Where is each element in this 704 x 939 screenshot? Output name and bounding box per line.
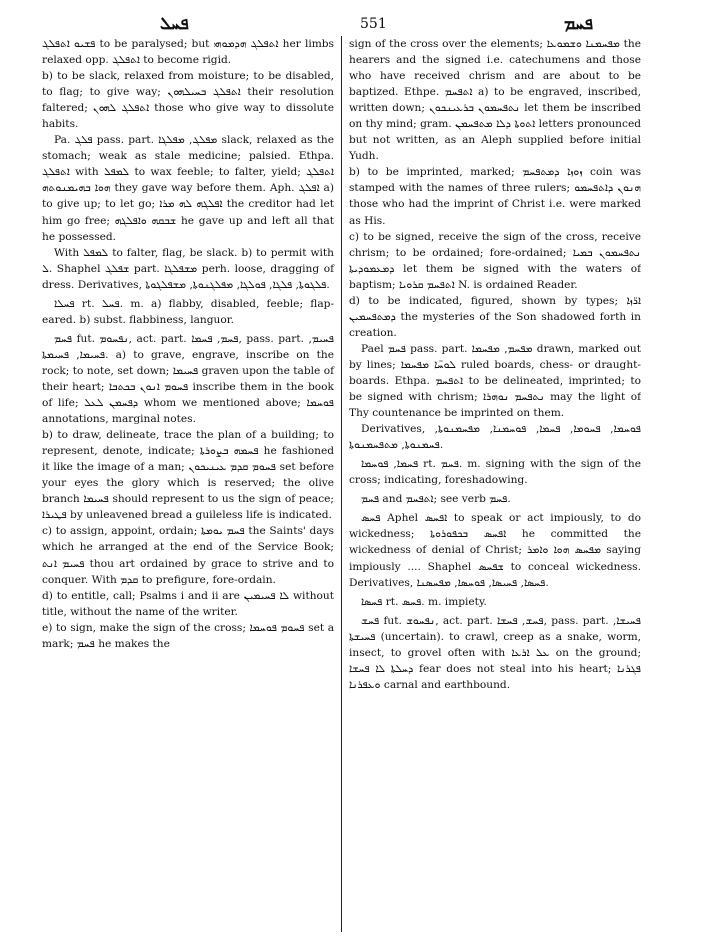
entry-headword-paragraph: ܦܚܠܐ rt. ܦܚܠ. m. a) flabby, disabled, feeble; flap-eared. b) subst. flabbiness, languor. <box>42 297 334 326</box>
entry-paragraph: sign of the cross over the elements; ܡܦܚܡܢܐ ܘܫܡܘܥܐ the hearers and the signed i.e. catechumens and those who have received chrism and are about to be baptized. Ethpe. ܐܬܦܚܡ a) to be engraved, inscribed, written down; ܢܬܦܚܡܘܢ ܒܪܥܝܢܟܘܢ let them be inscribed on thy mind; gram. ܐܬܘܬܐ ܕܠܐ ܡܬܦܚܡܢ letters pronounced but not written, as an Aleph supplied before initial Yudh. <box>349 38 641 163</box>
entry-paragraph: d) to entitle, call; Psalms i and ii are ܠܐ ܦܚܝܡܝܢ without title, without the name of the writer. <box>42 589 334 618</box>
entry-headword-paragraph: ܦܚܡܐ, ܦܘܚܡܐ rt. ܦܚܡ. m. signing with the sign of the cross; indicating, foreshadowing. <box>349 458 641 487</box>
entry-paragraph: b) to be imprinted, marked; ܙܘܙܐ ܕܡܬܦܚܡ coin was stamped with the names of three rulers; ܗܢܘܢ ܕܐܬܦܚܡܘ those who had the imprint of Christ i.e. were marked as His. <box>349 166 641 227</box>
entry-headword-paragraph: ܦܚܡ and ܐܬܦܚܡ; see verb ܦܚܡ. <box>361 493 511 506</box>
entry-paragraph: c) to be signed, receive the sign of the cross, receive chrism; to be ordained; fore-ordained; ܢܬܦܚܡܘܢ ܒܡܝܐ ܕܡܥܡܘܕܝܬܐ let them be signed with the waters of baptism; ܐܬܦܚܡ ܩܪܘܝܐ N. is ordained Reader. <box>349 230 641 291</box>
entry-paragraph: b) to be slack, relaxed from moisture; to be disabled, to flag; to give way; ܐܬܦܠܓ ܒܚܝܠܗܘܢ their resolution faltered; ܐܬܦܠܓ ܠܗܘܢ those who give way to dissolute habits. <box>42 70 335 131</box>
left-column <box>42 36 341 932</box>
entry-paragraph: Pa. ܦܠܓ pass. part. ܡܦܠܓ, ܡܦܠܓܐ slack, relaxed as the stomach; weak as stale medicine; palsied. Ethpa. ܐܬܦܠܓ with ܠܡܦܠ to wax feeble; to falter, yield; ܐܬܦܠܓ ܗܘܐ ܒܗܝܡܢܘܬܗ they gave way before them. Aph. ܐܦܠܓ a) to give up; to let go; ܐܦܠܓܗ ܠܗ ܡܪܐ the creditor had let him go free; ܫܒܩܗ ܘܐܦܠܓܗ he gave up and left all that he possessed. <box>42 134 335 243</box>
entry-paragraph: d) to be indicated, figured, shown by types; ܐܪ̈ܙܐ ܕܡܬܦܚܡܝܢ the mysteries of the Son shadowed forth in creation. <box>349 294 641 339</box>
right-column <box>342 36 641 932</box>
entry-paragraph: Derivatives, ܦܘܚܡܐ, ܦܚܘܡܐ, ܦܚܡܐ, ܦܘܚܡܢܐ, ܡܦܚܡܢܘܬܐ, ܦܚܡܢܘܬܐ, ܡܬܦܚܡܢܘܬܐ. <box>349 423 641 452</box>
entry-paragraph: c) to assign, appoint, ordain; ܦܚܡ ܝܘܡܬܐ the Saints' days which he arranged at the end of the Service Book; ܦܚܝܡ ܐܢܬ thou art ordained by grace to strive and to conquer. With ܩܕܡ to prefigure, fore-ordain. <box>42 525 335 586</box>
entry-headword-paragraph: ܦܚܣ Aphel ܐܦܚܣ to speak or act impiously, to do wickedness; ܐܦܚܣ ܒܟܦܘܪܘܬܐ he committed the wickedness of denial of Christ; ܡܦܚܣ ܗܘܐ ܘܐܡܪ saying impiously .... Shaphel ܫܦܚܣ to conceal wickedness. Derivatives, ܦܚܣܐ, ܦܚܝܣܐ, ܦܘܚܣܐ, ܡܦܚܣܢܐ. <box>349 512 641 589</box>
page-header <box>42 8 686 36</box>
header-left-word: ܦܚܠ <box>160 14 189 34</box>
entry-paragraph: b) to draw, delineate, trace the plan of a building; to represent, denote, indicate; ܦܚܡܗ ܒܨܘܪܬܐ he fashioned it like the image of a man; ܦܚܘܡ ܩܕܡ ܥܝܢܝܟܘܢ set before your eyes the glory which is reserved; the olive branch ܦܚܝܡܐ should represent to us the sign of peace; ܦܛܝܪܐ by unleavened bread a guileless life is indicated. <box>42 429 334 522</box>
entry-paragraph: Pael ܦܚܡ pass. part. ܡܦܚܡ, ܡܦܚܡܐ drawn, marked out by lines; ܠܘܚ̈ܐ ܡܦܚܡܐ ruled boards, chess- or draught-boards. Ethpa. ܐܬܦܚܡ to be delineated, imprinted; to be signed with chrism; ܢܬܦܚܡ ܢܘܗܪܐ may the light of Thy countenance be imprinted on them. <box>349 342 641 420</box>
page-number: 551 <box>360 16 387 32</box>
entry-headword-paragraph: ܦܚܡ fut. ܢܦܚܘܡ, act. part. ܦܚܡ, ܦܚܡܐ, pass. part. ܦܚܝܡ, ܦܚܝܡܐ, ܦܚܝܡܬܐ. a) to grave, engrave, inscribe on the rock; to note, set down; ܦܚܝܡܐ graven upon the table of their heart; ܦܚܘܡ ܐܢܘܢ ܒܟܬܒܐ inscribe them in the book of life; ܕܦܚܡܢ ܠܥܠ whom we mentioned above; ܦܘܚܡܐ annotations, marginal notes. <box>42 332 334 426</box>
entry-paragraph: With ܠܡܦܠ to falter, flag, be slack. b) to permit with ܠ. Shaphel ܫܦܠܓ part. ܡܫܦܠܓܐ perh. loose, dragging of dress. Derivatives, ܦܠܓܘܬܐ, ܦܠܓܐ, ܦܘܠܓܐ, ܡܦܠܓܢܘܬܐ, ܡܫܦܠܓܘܬܐ. <box>42 246 335 291</box>
entry-headword-paragraph: ܦܚܫ fut. ܢܦܚܘܫ, act. part. ܦܚܫ, ܦܚܫܐ, pass. part. ܦܚܝܫܐ, ܦܚܝܫܬܐ (uncertain). to crawl, creep as a snake, worm, insect, to grovel often with ܥܠ ܐܪܥܐ on the ground; ܕܚܠܬܐ ܠܐ ܦܚܫܐ fear does not steal into his heart; ܦܓܪܢܐ ܘܥܦܪܢܐ carnal and earthbound. <box>349 614 641 691</box>
two-column-body <box>42 36 686 932</box>
entry-headword-paragraph: ܦܚܣܐ rt. ܦܚܣ. m. impiety. <box>361 595 487 608</box>
entry-paragraph: e) to sign, make the sign of the cross; ܦܚܘܡ ܦܘܚܡܐ set a mark; ܦܚܡ he makes the <box>42 621 335 650</box>
header-right-word: ܦܚܡ <box>564 14 593 34</box>
entry-paragraph: ܦܫܝܘ ܐܬܦܠܓ to be paralysed; but ܐܬܦܠܓ ܗܕܡܘܗܝ her limbs relaxed opp. ܐܬܦܠܓ to become rigid. <box>42 38 334 67</box>
